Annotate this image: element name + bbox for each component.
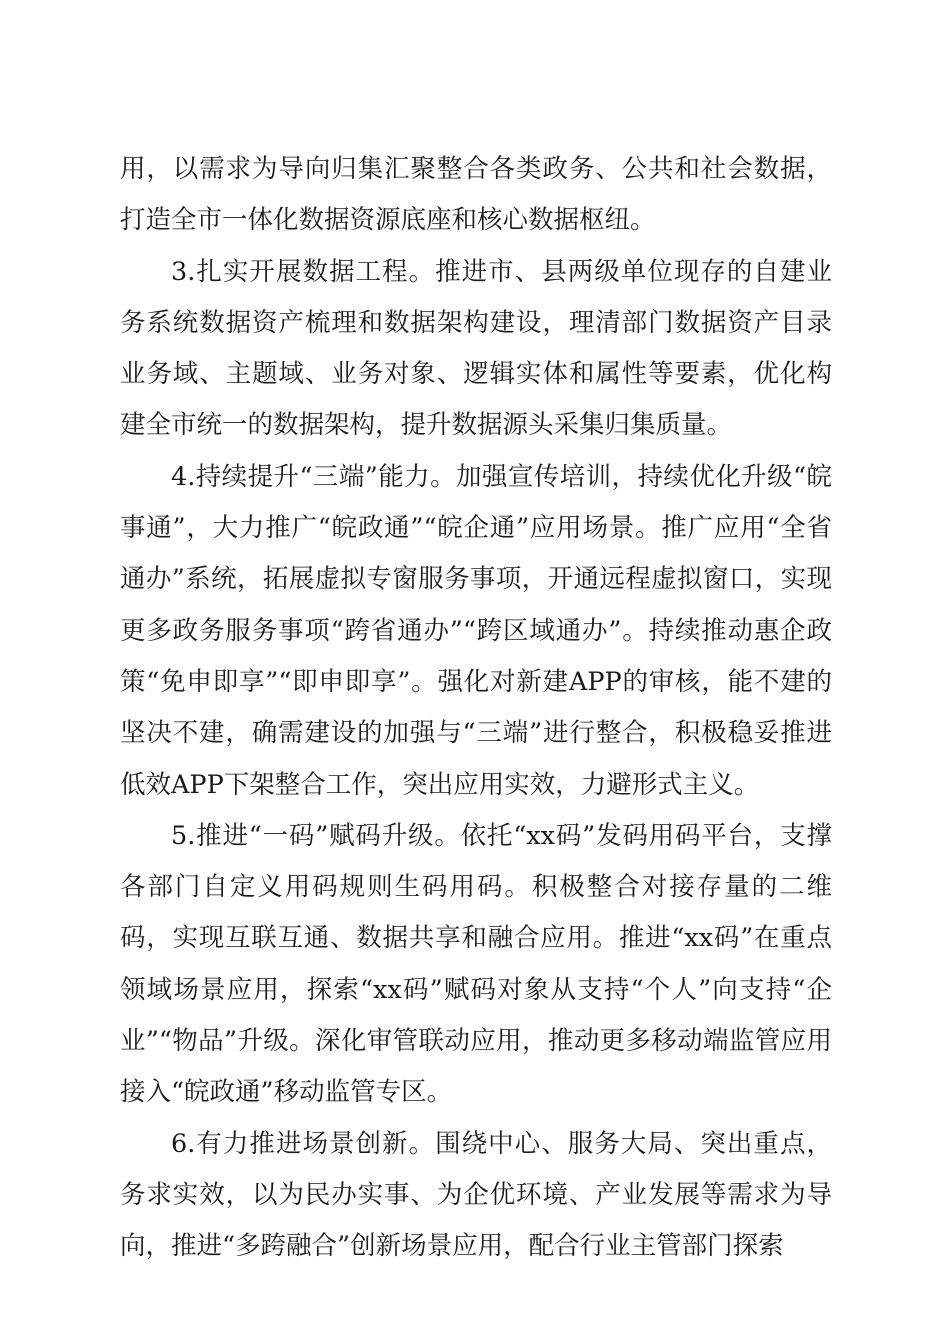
- document-body: [120, 144, 832, 1273]
- paragraph-item-5: 5.推进“一码”赋码升级。依托“xx码”发码用码平台，支撑各部门自定义用码规则生码用码。积极整合对接存量的二维码，实现互联互通、数据共享和融合应用。推进“xx码”在重点领域场景应用，探索“xx码”赋码对象从支持“个人”向支持“企业”“物品”升级。深化审管联动应用，推动更多移动端监管应用接入“皖政通”移动监管专区。: [120, 820, 832, 1108]
- paragraph-continuation: 用，以需求为导向归集汇聚整合各类政务、公共和社会数据，打造全市一体化数据资源底座和核心数据枢纽。: [120, 154, 832, 236]
- paragraph-item-4: 4.持续提升“三端”能力。加强宣传培训，持续优化升级“皖事通”，大力推广“皖政通”“皖企通”应用场景。推广应用“全省通办”系统，拓展虚拟专窗服务事项，开通远程虚拟窗口，实现更多政务服务事项“跨省通办”“跨区域通办”。持续推动惠企政策“免申即享”“即申即享”。强化对新建APP的审核，能不建的坚决不建，确需建设的加强与“三端”进行整合，积极稳妥推进低效APP下架整合工作，突出应用实效，力避形式主义。: [120, 461, 832, 800]
- paragraph-item-6: 6.有力推进场景创新。围绕中心、服务大局、突出重点，务求实效，以为民办实事、为企优环境、产业发展等需求为导向，推进“多跨融合”创新场景应用，配合行业主管部门探索: [120, 1128, 832, 1262]
- paragraph-item-3: 3.扎实开展数据工程。推进市、县两级单位现存的自建业务系统数据资产梳理和数据架构建设，理清部门数据资产目录业务域、主题域、业务对象、逻辑实体和属性等要素，优化构建全市统一的数据架构，提升数据源头采集归集质量。: [120, 256, 832, 441]
